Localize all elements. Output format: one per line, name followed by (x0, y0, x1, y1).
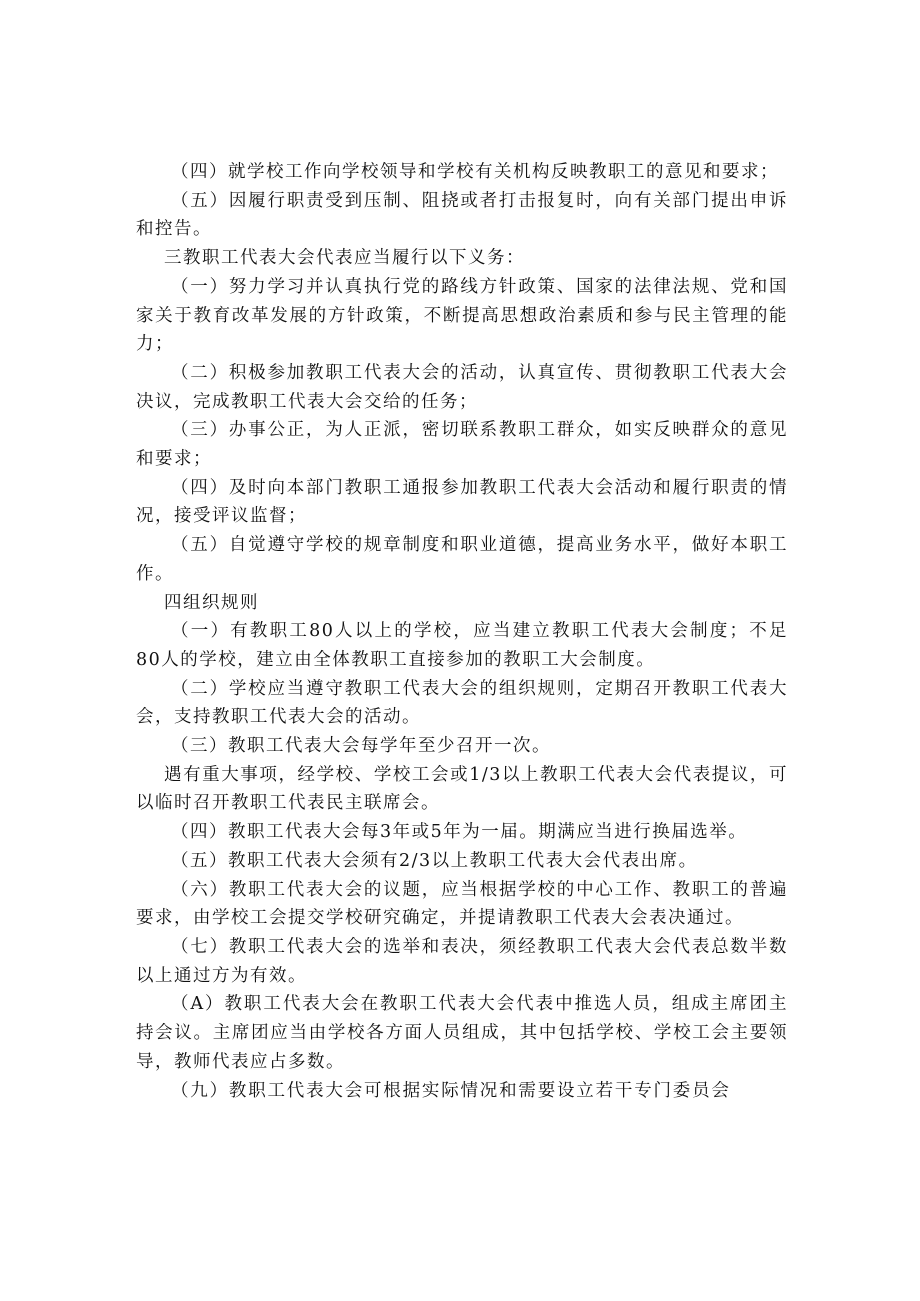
paragraph-rule-1: （一）有教职工80人以上的学校，应当建立教职工代表大会制度；不足80人的学校，建立由全体教职工直接参加的教职工大会制度。 (136, 621, 788, 670)
paragraph-rights-4: （四）就学校工作向学校领导和学校有关机构反映教职工的意见和要求； (171, 162, 779, 182)
paragraph-rule-4: （四）教职工代表大会每3年或5年为一届。期满应当进行换届选举。 (171, 822, 748, 843)
paragraph-duty-1: （一）努力学习并认真执行党的路线方针政策、国家的法律法规、党和国家关于教育改革发展的方针政策，不断提高思想政治素质和参与民主管理的能力； (136, 276, 788, 355)
paragraph-duty-4: （四）及时向本部门教职工通报参加教职工代表大会活动和履行职责的情况，接受评议监督； (136, 477, 788, 527)
paragraph-rule-9: （九）教职工代表大会可根据实际情况和需要设立若干专门委员会 (171, 1080, 731, 1101)
paragraph-duty-5: （五）自觉遵守学校的规章制度和职业道德，提高业务水平，做好本职工作。 (136, 535, 788, 584)
section-heading-duties: 三教职工代表大会代表应当履行以下义务： (164, 248, 525, 269)
paragraph-rule-2: （二）学校应当遵守教职工代表大会的组织规则，定期召开教职工代表大会，支持教职工代表大会的活动。 (136, 678, 788, 728)
section-heading-rules: 四组织规则 (164, 592, 259, 613)
paragraph-rule-3-note: 遇有重大事项，经学校、学校工会或1/3以上教职工代表大会代表提议，可以临时召开教职工代表民主联席会。 (136, 764, 788, 814)
paragraph-rule-3: （三）教职工代表大会每学年至少召开一次。 (171, 736, 551, 757)
paragraph-rule-6: （六）教职工代表大会的议题，应当根据学校的中心工作、教职工的普遍要求，由学校工会提交学校研究确定，并提请教职工代表大会表决通过。 (136, 879, 788, 929)
paragraph-rule-5: （五）教职工代表大会须有2/3以上教职工代表大会代表出席。 (171, 850, 698, 871)
paragraph-rule-8: （A）教职工代表大会在教职工代表大会代表中推选人员，组成主席团主持会议。主席团应当由学校各方面人员组成，其中包括学校、学校工会主要领导，教师代表应占多数。 (136, 994, 788, 1072)
paragraph-duty-2: （二）积极参加教职工代表大会的活动，认真宣传、贯彻教职工代表大会决议，完成教职工代表大会交给的任务； (136, 362, 788, 412)
document-body (136, 158, 788, 1105)
paragraph-rule-7: （七）教职工代表大会的选举和表决，须经教职工代表大会代表总数半数以上通过方为有效。 (136, 936, 788, 986)
paragraph-rights-5: （五）因履行职责受到压制、阻挠或者打击报复时，向有关部门提出申诉和控告。 (136, 190, 788, 240)
paragraph-duty-3: （三）办事公正，为人正派，密切联系教职工群众，如实反映群众的意见和要求； (136, 420, 788, 470)
